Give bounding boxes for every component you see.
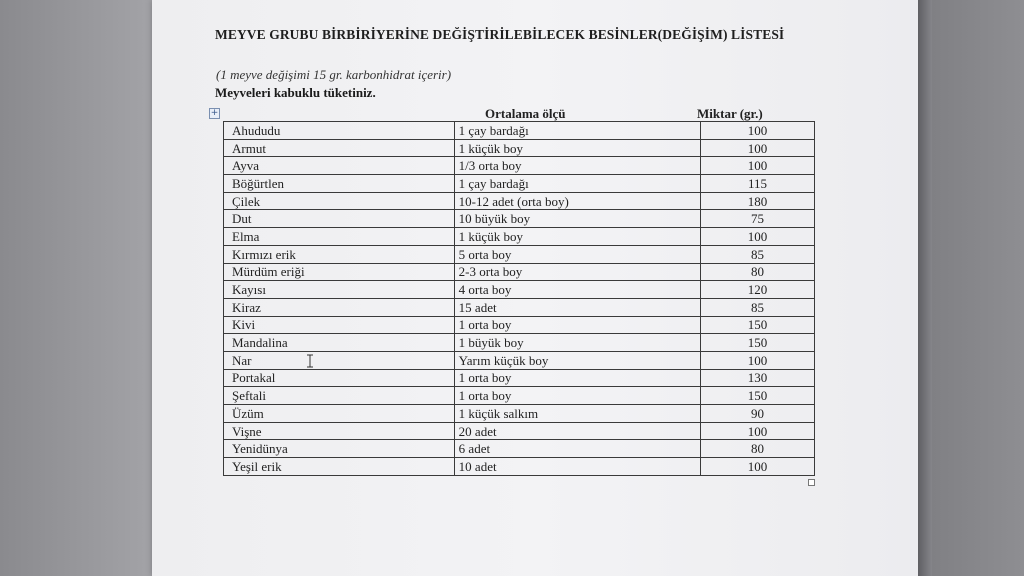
cell-food-name[interactable]: Kiraz (224, 298, 455, 316)
table-row (224, 263, 815, 281)
document-title: MEYVE GRUBU BİRBİRİYERİNE DEĞİŞTİRİLEBİLECEK BESİNLER(DEĞİŞİM) LİSTESİ (215, 27, 785, 42)
cell-amount[interactable]: 90 (701, 405, 815, 423)
cell-amount[interactable]: 120 (701, 281, 815, 299)
table-row (224, 157, 815, 175)
cell-amount[interactable]: 150 (701, 387, 815, 405)
cell-food-name[interactable]: Armut (224, 139, 455, 157)
fruit-exchange-table[interactable] (223, 121, 815, 476)
cell-food-name[interactable]: Mandalina (224, 334, 455, 352)
cell-amount[interactable]: 150 (701, 334, 815, 352)
cell-measure[interactable]: 1 orta boy (454, 316, 700, 334)
cell-measure[interactable]: 4 orta boy (454, 281, 700, 299)
table-row (224, 245, 815, 263)
cell-measure[interactable]: 1 küçük boy (454, 139, 700, 157)
cell-food-name[interactable]: Kırmızı erik (224, 245, 455, 263)
table-row (224, 387, 815, 405)
table-row (224, 175, 815, 193)
cell-measure[interactable]: 1 orta boy (454, 369, 700, 387)
cell-amount[interactable]: 100 (701, 458, 815, 476)
cell-amount[interactable]: 80 (701, 440, 815, 458)
cell-food-name[interactable]: Kivi (224, 316, 455, 334)
cell-measure[interactable]: 2-3 orta boy (454, 263, 700, 281)
cell-food-name[interactable]: Böğürtlen (224, 175, 455, 193)
table-row (224, 422, 815, 440)
move-handle-icon[interactable]: + (210, 108, 219, 118)
cell-amount[interactable]: 100 (701, 228, 815, 246)
cell-measure[interactable]: 1 büyük boy (454, 334, 700, 352)
cell-food-name[interactable]: Üzüm (224, 405, 455, 423)
cell-measure[interactable]: 5 orta boy (454, 245, 700, 263)
cell-amount[interactable]: 150 (701, 316, 815, 334)
document-subtitle: (1 meyve değişimi 15 gr. karbonhidrat içerir) (216, 67, 452, 82)
cell-measure[interactable]: 10-12 adet (orta boy) (454, 192, 700, 210)
cell-food-name[interactable]: Nar (224, 351, 455, 369)
text-cursor-icon (306, 354, 314, 368)
table-row (224, 210, 815, 228)
cell-measure[interactable]: 1/3 orta boy (454, 157, 700, 175)
cell-measure[interactable]: 1 küçük boy (454, 228, 700, 246)
cell-food-name[interactable]: Vişne (224, 422, 455, 440)
table-row (224, 192, 815, 210)
cell-food-name[interactable]: Ayva (224, 157, 455, 175)
cell-food-name[interactable]: Portakal (224, 369, 455, 387)
table-row (224, 405, 815, 423)
cell-measure[interactable]: 1 çay bardağı (454, 122, 700, 140)
cell-measure[interactable]: Yarım küçük boy (454, 351, 700, 369)
cell-food-name[interactable]: Mürdüm eriği (224, 263, 455, 281)
table-row (224, 369, 815, 387)
table-row (224, 122, 815, 140)
cell-measure[interactable]: 1 orta boy (454, 387, 700, 405)
table-row (224, 139, 815, 157)
cell-amount[interactable]: 100 (701, 351, 815, 369)
table-row (224, 298, 815, 316)
cell-amount[interactable]: 80 (701, 263, 815, 281)
table-resize-handle[interactable] (808, 479, 815, 486)
cell-amount[interactable]: 75 (701, 210, 815, 228)
table-row (224, 281, 815, 299)
cell-measure[interactable]: 20 adet (454, 422, 700, 440)
desk-background-right (918, 0, 1024, 576)
cell-food-name[interactable]: Şeftali (224, 387, 455, 405)
cell-food-name[interactable]: Dut (224, 210, 455, 228)
cell-measure[interactable]: 1 küçük salkım (454, 405, 700, 423)
table-row (224, 228, 815, 246)
table-row (224, 440, 815, 458)
cell-measure[interactable]: 10 adet (454, 458, 700, 476)
cell-food-name[interactable]: Ahududu (224, 122, 455, 140)
table-row (224, 316, 815, 334)
header-amount: Miktar (gr.) (697, 106, 763, 121)
cell-measure[interactable]: 6 adet (454, 440, 700, 458)
cell-amount[interactable]: 85 (701, 298, 815, 316)
cell-amount[interactable]: 100 (701, 157, 815, 175)
table-row (224, 334, 815, 352)
cell-measure[interactable]: 15 adet (454, 298, 700, 316)
cell-amount[interactable]: 115 (701, 175, 815, 193)
cell-amount[interactable]: 180 (701, 192, 815, 210)
table-row (224, 458, 815, 476)
cell-food-name[interactable]: Elma (224, 228, 455, 246)
cell-food-name[interactable]: Yeşil erik (224, 458, 455, 476)
cell-measure[interactable]: 1 çay bardağı (454, 175, 700, 193)
cell-amount[interactable]: 130 (701, 369, 815, 387)
cell-amount[interactable]: 100 (701, 422, 815, 440)
page-edge-shadow (918, 0, 932, 576)
cell-amount[interactable]: 100 (701, 139, 815, 157)
cell-measure[interactable]: 10 büyük boy (454, 210, 700, 228)
cell-amount[interactable]: 100 (701, 122, 815, 140)
cell-food-name[interactable]: Yenidünya (224, 440, 455, 458)
cell-amount[interactable]: 85 (701, 245, 815, 263)
cell-food-name[interactable]: Çilek (224, 192, 455, 210)
cell-food-name[interactable]: Kayısı (224, 281, 455, 299)
document-instruction: Meyveleri kabuklu tüketiniz. (215, 85, 376, 100)
header-measure: Ortalama ölçü (485, 106, 566, 121)
desk-background-left (0, 0, 152, 576)
